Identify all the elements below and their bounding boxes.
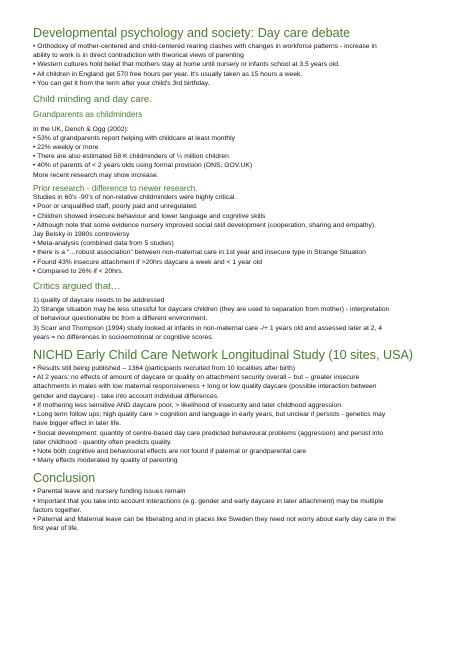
text-line: • Paternal and Maternal leave can be liberating and in places like Sweden they need not worry about early day care in the bbox=[33, 515, 396, 523]
text-line: • Long term follow ups; high quality care > cognition and language in early years, but unclear if persists - genetics may bbox=[33, 411, 386, 419]
text-line: • You can get it from the term after your child's 3rd birthday. bbox=[33, 79, 210, 87]
text-line: • Orthodoxy of mother-centered and child-centered rearing clashes with changes in workforce patterns - increase in bbox=[33, 43, 377, 50]
text-line: • Compared to 26% if < 20hrs. bbox=[33, 267, 124, 275]
text-line: • Found 43% insecure attachment if >20hrs daycare a week and < 1 year old bbox=[33, 258, 262, 266]
text-line: Jay Belsky in 1980s controversy bbox=[33, 231, 130, 239]
text-line: • At 2 years: no effects of amount of daycare or quality on attachment security overall – but – greater insecure bbox=[33, 374, 360, 382]
text-line: • All children in England get 570 free hours per year. It's usually taken as 15 hours a week. bbox=[33, 70, 303, 78]
text-line: • Western cultures hold belief that mothers stay at home until nursery or infants school at 3.5 years old. bbox=[33, 61, 340, 69]
section-title-conclusion: Conclusion bbox=[33, 471, 96, 486]
subheading-prior-research: Prior research - difference to newer research. bbox=[33, 183, 198, 193]
text-line: 2) Strange situation may be less stressful for daycare children (they are used to separation from mother) - interpretation bbox=[33, 306, 390, 314]
text-line: • There are also estimated 58 K childminders of ¼ million children bbox=[33, 153, 229, 161]
text-line: • Many effects moderated by quality of parenting bbox=[33, 457, 178, 465]
text-line: Studies in 60's -90's of non-relative childminders were highly critical. bbox=[33, 194, 237, 202]
text-line: later childhood - quantity often predicts quality. bbox=[33, 438, 172, 446]
text-line: • 40% of parents of < 2 years olds using formal provision (ONS, GOV.UK) bbox=[33, 162, 253, 170]
section-title-critics: Critics argued that… bbox=[33, 281, 121, 293]
subheading-grandparents: Grandparents as childminders bbox=[33, 110, 143, 120]
text-line: gender and daycare) - take into account individual differences. bbox=[33, 392, 219, 400]
text-line: • Important that you take into account interactions (e.g. gender and early daycare in later attachment) may be multiple bbox=[33, 497, 384, 505]
text-line: • Results still being published – 1364 (participants recruited from 10 localities after birth) bbox=[33, 365, 295, 373]
text-line: attachments in males with low maternal responsiveness + long or low quality daycare (possible interaction between bbox=[33, 383, 377, 391]
section-title-nichd-study: NICHD Early Child Care Network Longitudinal Study (10 sites, USA) bbox=[33, 348, 414, 363]
text-line: In the UK, Dench & Ogg (2002): bbox=[33, 125, 129, 133]
text-line: • Poor or unqualified staff, poorly paid and unregulated. bbox=[33, 203, 198, 211]
text-line: factors together. bbox=[33, 506, 82, 514]
text-line: • Children showed insecure behaviour and lower language and cognitive skills bbox=[33, 212, 266, 220]
text-line: • Although note that some evidence nursery improved social skill development (cooperation, sharing and empathy). bbox=[33, 221, 377, 229]
text-line: More recent research may show increase. bbox=[33, 171, 159, 179]
text-line: • 53% of grandparents report helping with childcare at least monthly bbox=[33, 134, 235, 142]
text-line: • 22% weekly or more bbox=[33, 143, 99, 151]
section-title-child-minding: Child minding and day care. bbox=[33, 94, 152, 106]
text-line: • Meta-analysis (combined data from 5 studies) bbox=[33, 240, 174, 248]
text-line: • If mothering less sensitive AND daycare poor, > likelihood of insecurity and later childhood aggression. bbox=[33, 401, 343, 409]
section-title-daycare-debate: Developmental psychology and society: Day care debate bbox=[33, 26, 351, 40]
text-line: 1) quality of daycare needs to be addressed bbox=[33, 297, 165, 305]
text-line: • there is a "…robust association" between non-maternal care in 1st year and insecure type in Strange Situation bbox=[33, 249, 366, 257]
text-line: • Parental leave and nursery funding issues remain bbox=[33, 488, 186, 496]
text-line: first year of life. bbox=[33, 525, 79, 533]
text-line: years = no differences in socioemotional or cognitive scores. bbox=[33, 333, 214, 341]
text-line: 3) Scarr and Thompson (1994) study looked at infants in non-maternal care -/+ 1 years old and assessed later at 2, 4 bbox=[33, 324, 383, 332]
text-line: ability to work is in direct contradiction with theorical views of parenting bbox=[33, 52, 244, 60]
text-line: • Note both cognitive and behavioural effects are not found if paternal or grandparental care bbox=[33, 447, 307, 455]
text-line: have bigger effect in later life. bbox=[33, 420, 122, 428]
text-line: • Social development: quantity of centre-based day care predicted behavioural problems (aggression) and persist into bbox=[33, 429, 384, 437]
text-line: of behaviour questionable bc from a different environment. bbox=[33, 315, 208, 323]
